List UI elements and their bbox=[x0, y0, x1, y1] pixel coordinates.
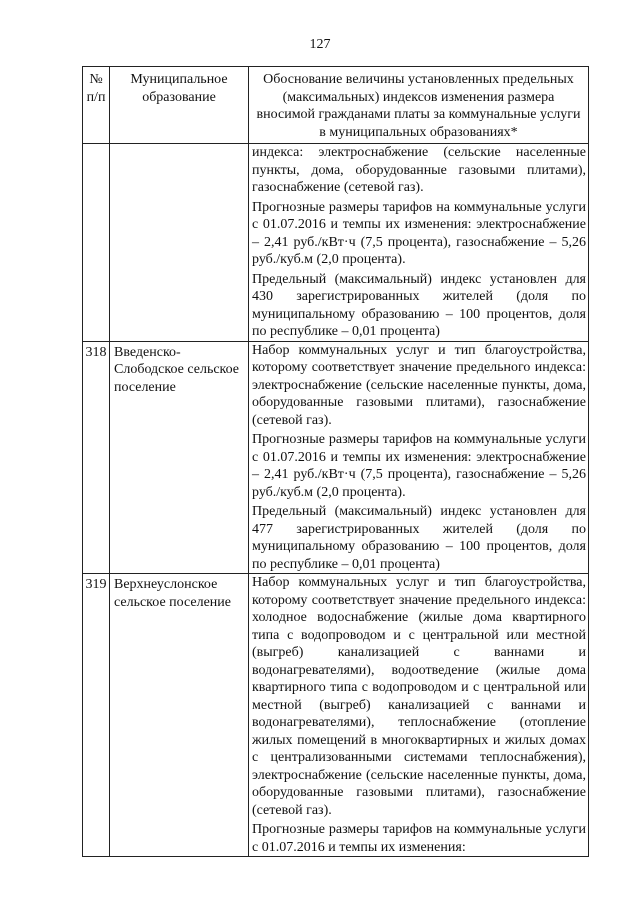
row-justification bbox=[249, 341, 589, 574]
row-number: 319 bbox=[83, 574, 110, 857]
row-justification bbox=[249, 574, 589, 857]
tariff-index-table bbox=[82, 66, 589, 857]
table-row bbox=[83, 144, 589, 342]
row-municipality: Введенско-Слободское сельское поселение bbox=[110, 341, 249, 574]
table-row bbox=[83, 341, 589, 574]
justification-paragraph: Набор коммунальных услуг и тип благоустройства, которому соответствует значение предельного индекса: электроснабжение (сельские населенные пункты, дома, оборудованные газовыми плитами), газоснабжение (сетевой газ). bbox=[252, 342, 586, 428]
page-number: 127 bbox=[309, 37, 331, 52]
row-number: 318 bbox=[83, 341, 110, 574]
justification-paragraph: Прогнозные размеры тарифов на коммунальные услуги с 01.07.2016 и темпы их изменения: bbox=[252, 822, 586, 855]
justification-paragraph: Предельный (максимальный) индекс установлен для 430 зарегистрированных жителей (доля по муниципальному образованию – 100 процентов, доля по республике – 0,01 процента) bbox=[252, 271, 586, 339]
row-municipality: Верхнеуслонское сельское поселение bbox=[110, 574, 249, 857]
justification-paragraph: Предельный (максимальный) индекс установлен для 477 зарегистрированных жителей (доля по муниципальному образованию – 100 процентов, доля по республике – 0,01 процента) bbox=[252, 504, 586, 572]
header-municipality: Муниципальное образование bbox=[110, 67, 249, 144]
table-row bbox=[83, 574, 589, 857]
header-justification: Обоснование величины установленных предельных (максимальных) индексов изменения размера вносимой гражданами платы за коммунальные услуги в муниципальных образованиях* bbox=[249, 67, 589, 144]
row-number bbox=[83, 144, 110, 342]
table-header-row bbox=[83, 67, 589, 144]
row-municipality bbox=[110, 144, 249, 342]
justification-paragraph: Набор коммунальных услуг и тип благоустройства, которому соответствует значение предельного индекса: холодное водоснабжение (жилые дома квартирного типа с водопроводом и с центральной или местной (выгреб) канализацией с ваннами и водонагревателями), водоотведение (жилые дома квартирного типа с водопроводом и с центральной или местной (выгреб) канализацией с ваннами и водонагревателями), теплоснабжение (отопление жилых помещений в многоквартирных и жилых домах с централизованными системами теплоснабжения), электроснабжение (сельские населенные пункты, дома, оборудованные газовыми плитами), газоснабжение (сетевой газ). bbox=[252, 575, 586, 818]
header-number: № п/п bbox=[83, 67, 110, 144]
justification-paragraph: индекса: электроснабжение (сельские населенные пункты, дома, оборудованные газовыми плитами), газоснабжение (сетевой газ). bbox=[252, 145, 586, 195]
justification-paragraph: Прогнозные размеры тарифов на коммунальные услуги с 01.07.2016 и темпы их изменения: электроснабжение – 2,41 руб./кВт·ч (7,5 процента), газоснабжение – 5,26 руб./куб.м (2,0 процента). bbox=[252, 199, 586, 267]
row-justification bbox=[249, 144, 589, 342]
justification-paragraph: Прогнозные размеры тарифов на коммунальные услуги с 01.07.2016 и темпы их изменения: электроснабжение – 2,41 руб./кВт·ч (7,5 процента), газоснабжение – 5,26 руб./куб.м (2,0 процента). bbox=[252, 432, 586, 500]
